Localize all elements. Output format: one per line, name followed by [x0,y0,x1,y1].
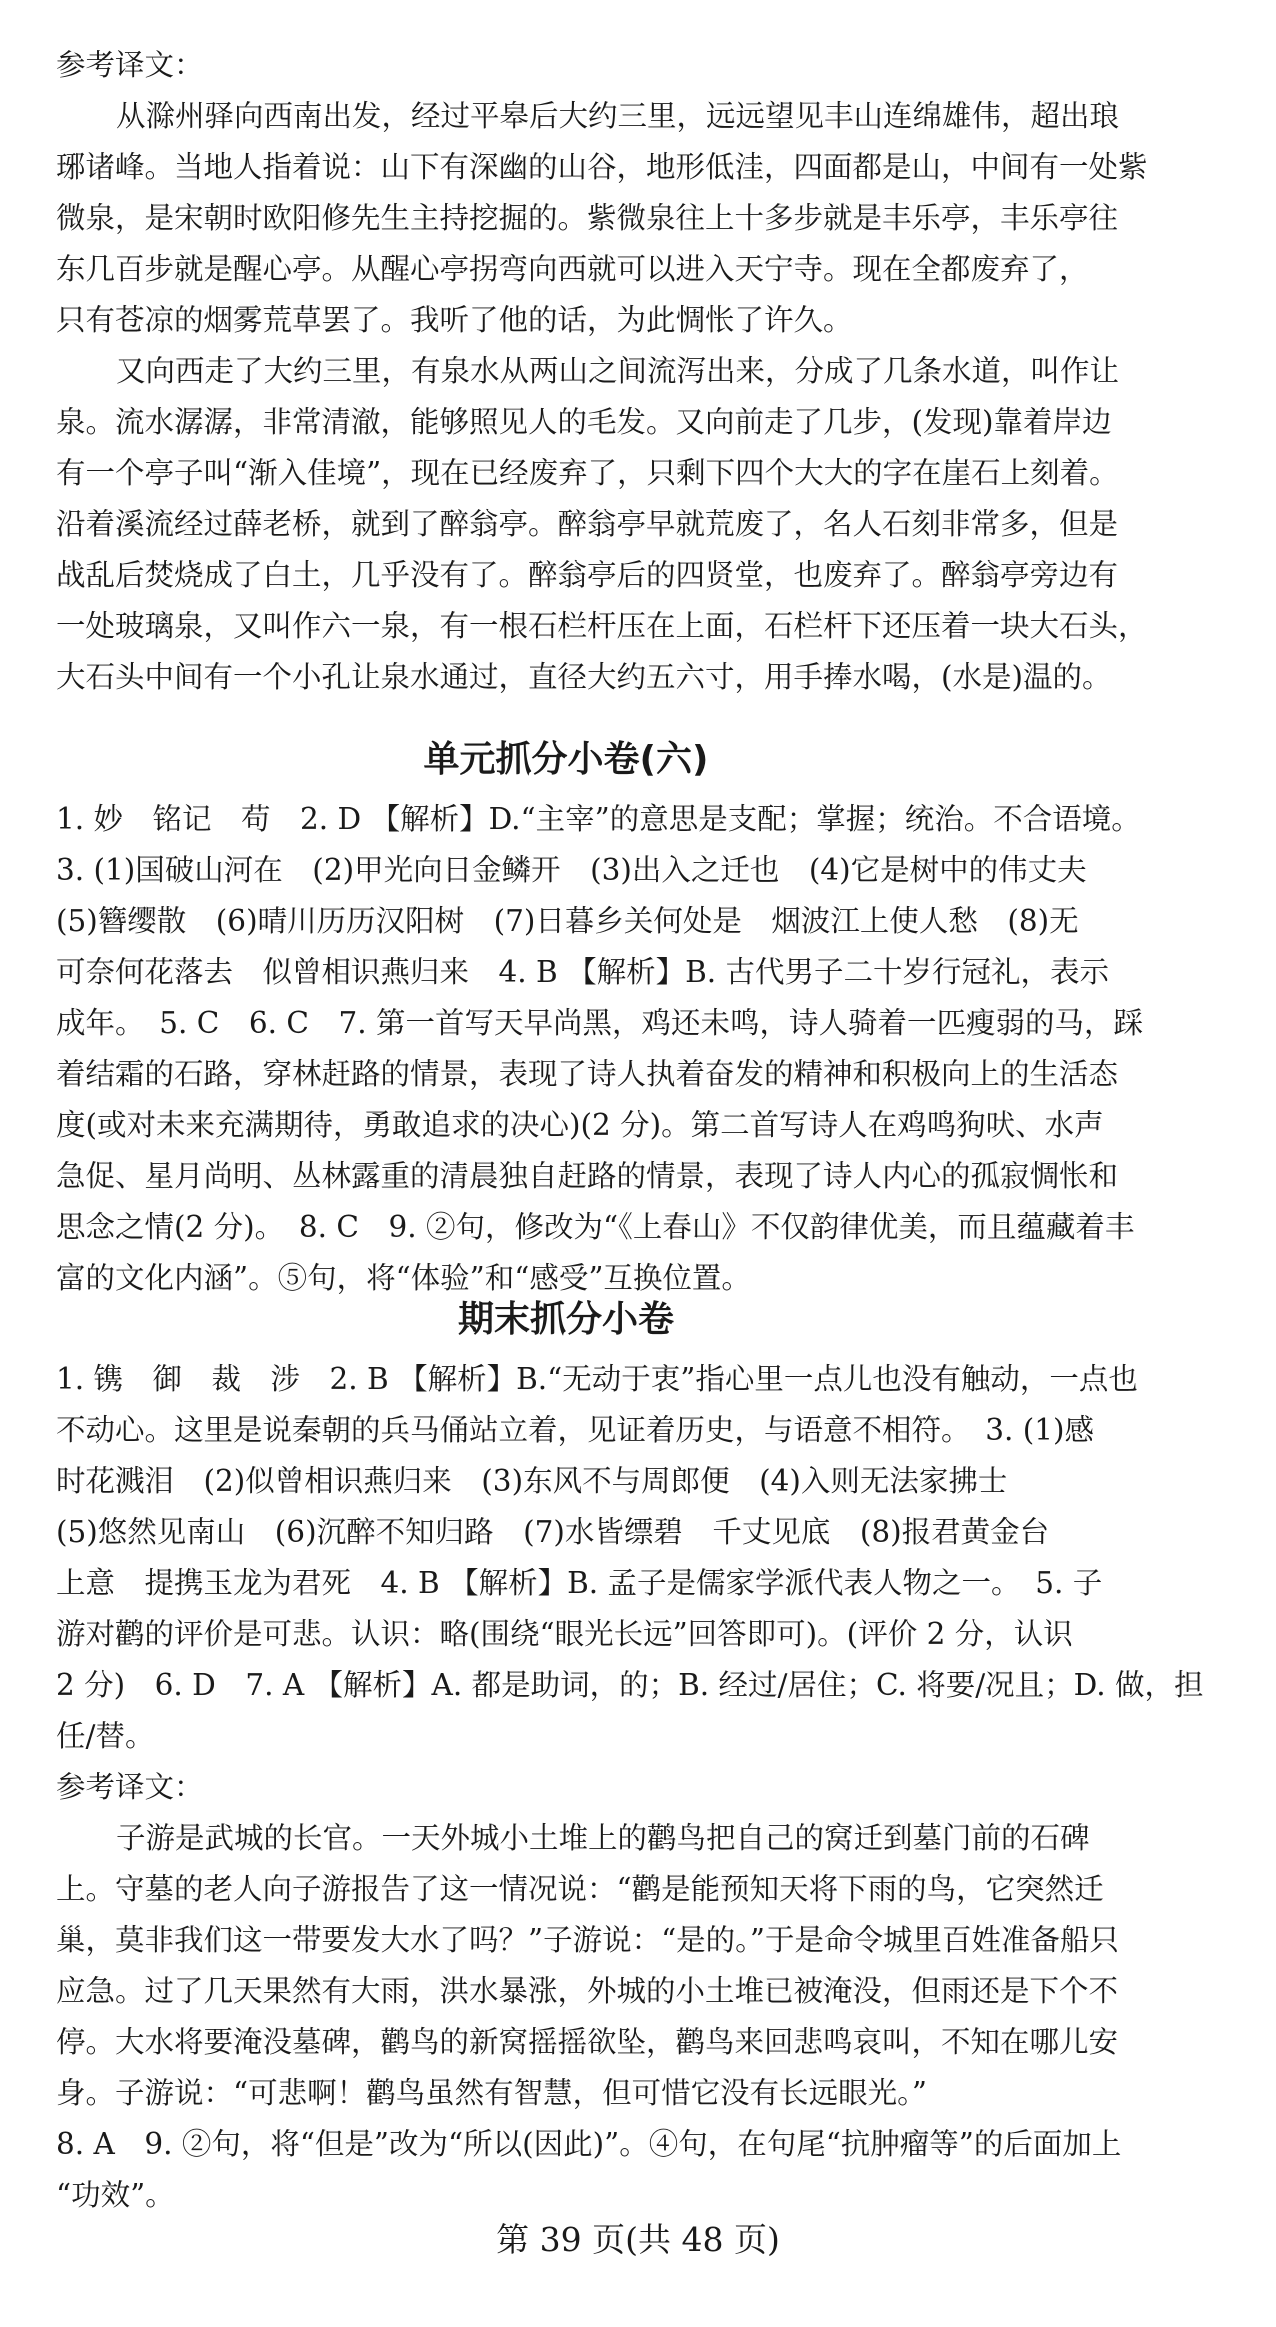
answer-line: (5)悠然见南山 (6)沉醉不知归路 (7)水皆缥碧 千丈见底 (8)报君黄金台 [56,1515,1050,1549]
text-line: 应急。过了几天果然有大雨，洪水暴涨，外城的小土堆已被淹没，但雨还是下个不 [56,1974,1119,2008]
answer-line: 1. 镌 御 裁 涉 2. B 【解析】B.“无动于衷”指心里一点儿也没有触动，一点也 [56,1362,1138,1396]
answer-line: 富的文化内涵”。⑤句，将“体验”和“感受”互换位置。 [56,1261,751,1295]
text-line: 上。守墓的老人向子游报告了这一情况说：“鹳是能预知天将下雨的鸟，它突然迁 [56,1872,1104,1906]
answer-line: 思念之情(2 分)。 8. C 9. ②句，修改为“《上春山》不仅韵律优美，而且蕴藏着丰 [56,1210,1135,1244]
text-line: 微泉，是宋朝时欧阳修先生主持挖掘的。紫微泉往上十多步就是丰乐亭，丰乐亭往 [56,201,1119,235]
answer-line: 上意 提携玉龙为君死 4. B 【解析】B. 孟子是儒家学派代表人物之一。 5. 子 [56,1566,1103,1600]
page-number-footer: 第 39 页(共 48 页) [496,2220,780,2259]
answer-line: 8. A 9. ②句，将“但是”改为“所以(因此)”。④句，在句尾“抗肿瘤等”的后面加上 [56,2127,1122,2161]
answer-line: 度(或对未来充满期待，勇敢追求的决心)(2 分)。第二首写诗人在鸡鸣狗吠、水声 [56,1108,1104,1142]
text-line: 泉。流水潺潺，非常清澈，能够照见人的毛发。又向前走了几步，(发现)靠着岸边 [56,405,1112,439]
answer-line: 时花溅泪 (2)似曾相识燕归来 (3)东风不与周郎便 (4)入则无法家拂士 [56,1464,1008,1498]
answers-section-final-quiz [56,1354,1204,2221]
answer-line: 3. (1)国破山河在 (2)甲光向日金鳞开 (3)出入之迁也 (4)它是树中的伟丈夫 [56,853,1087,887]
answer-line: (5)簪缨散 (6)晴川历历汉阳树 (7)日暮乡关何处是 烟波江上使人愁 (8)无 [56,904,1079,938]
answer-line: 成年。 5. C 6. C 7. 第一首写天早尚黑，鸡还未鸣，诗人骑着一匹瘦弱的马，踩 [56,1006,1143,1040]
translation-section-1 [56,40,1148,703]
text-line: 巢，莫非我们这一带要发大水了吗？”子游说：“是的。”于是命令城里百姓准备船只 [56,1923,1119,1957]
answers-section-unit-quiz-6 [56,794,1143,1304]
answer-line: 游对鹳的评价是可悲。认识：略(围绕“眼光长远”回答即可)。(评价 2 分，认识 [56,1617,1073,1651]
answer-line: 着结霜的石路，穿林赶路的情景，表现了诗人执着奋发的精神和积极向上的生活态 [56,1057,1119,1091]
answer-line: “功效”。 [56,2178,175,2212]
text-line: 大石头中间有一个小孔让泉水通过，直径大约五六寸，用手捧水喝，(水是)温的。 [56,660,1112,694]
text-line: 一处玻璃泉，又叫作六一泉，有一根石栏杆压在上面，石栏杆下还压着一块大石头， [56,609,1148,643]
text-line: 有一个亭子叫“渐入佳境”，现在已经废弃了，只剩下四个大大的字在崖石上刻着。 [56,456,1119,490]
text-line: 战乱后焚烧成了白土，几乎没有了。醉翁亭后的四贤堂，也废弃了。醉翁亭旁边有 [56,558,1119,592]
section-heading-final-quiz: 期末抓分小卷 [457,1299,674,1340]
text-line: 琊诸峰。当地人指着说：山下有深幽的山谷，地形低洼，四面都是山，中间有一处紫 [56,150,1148,184]
translation-label: 参考译文： [56,48,204,82]
answer-line: 2 分) 6. D 7. A 【解析】A. 都是助词，的；B. 经过/居住；C. 将要/况且；D. 做，担 [56,1668,1204,1702]
text-line: 东几百步就是醒心亭。从醒心亭拐弯向西就可以进入天宁寺。现在全都废弃了， [56,252,1089,286]
text-line: 沿着溪流经过薛老桥，就到了醉翁亭。醉翁亭早就荒废了，名人石刻非常多，但是 [56,507,1119,541]
answer-line: 1. 妙 铭记 苟 2. D 【解析】D.“主宰”的意思是支配；掌握；统治。不合语境。 [56,802,1141,836]
answer-line: 急促、星月尚明、丛林露重的清晨独自赶路的情景，表现了诗人内心的孤寂惆怅和 [56,1159,1119,1193]
answer-line: 不动心。这里是说秦朝的兵马俑站立着，见证着历史，与语意不相符。 3. (1)感 [56,1413,1095,1447]
translation-label: 参考译文： [56,1770,204,1804]
text-line: 从滁州驿向西南出发，经过平皋后大约三里，远远望见丰山连绵雄伟，超出琅 [116,99,1120,133]
answer-line: 可奈何花落去 似曾相识燕归来 4. B 【解析】B. 古代男子二十岁行冠礼，表示 [56,955,1110,989]
text-line: 停。大水将要淹没墓碑，鹳鸟的新窝摇摇欲坠，鹳鸟来回悲鸣哀叫，不知在哪儿安 [56,2025,1119,2059]
text-line: 又向西走了大约三里，有泉水从两山之间流泻出来，分成了几条水道，叫作让 [116,354,1120,388]
text-line: 身。子游说：“可悲啊！鹳鸟虽然有智慧，但可惜它没有长远眼光。” [56,2076,927,2110]
answer-line: 任/替。 [56,1719,155,1753]
text-line: 子游是武城的长官。一天外城小土堆上的鹳鸟把自己的窝迁到墓门前的石碑 [116,1821,1090,1855]
section-heading-unit-quiz-6: 单元抓分小卷(六) [423,739,709,780]
text-line: 只有苍凉的烟雾荒草罢了。我听了他的话，为此惆怅了许久。 [56,303,853,337]
